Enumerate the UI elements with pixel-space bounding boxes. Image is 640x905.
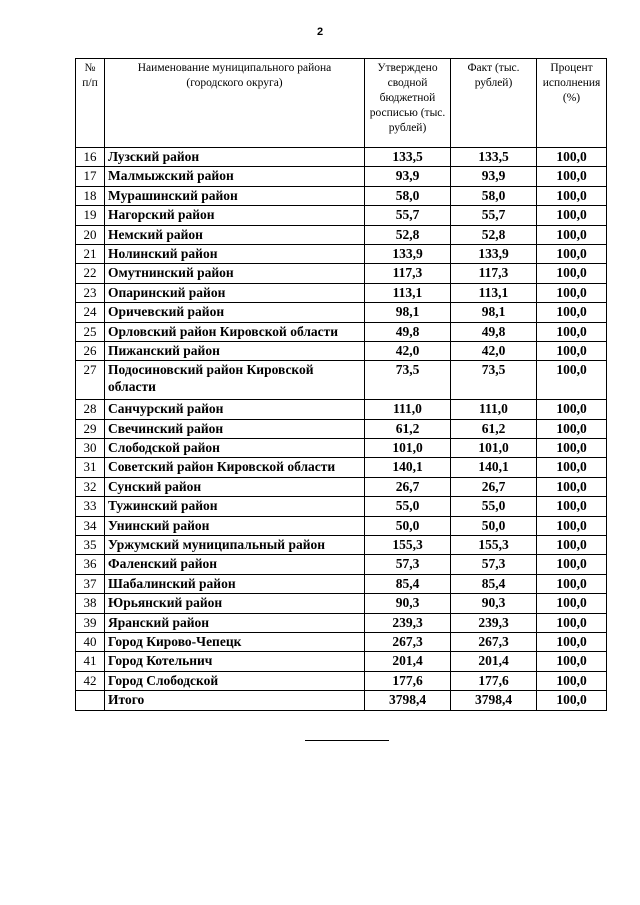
budget-table xyxy=(75,58,607,711)
cell-fact: 52,8 xyxy=(451,225,537,244)
cell-approved: 58,0 xyxy=(365,186,451,205)
total-cell-num xyxy=(76,691,105,710)
cell-approved: 140,1 xyxy=(365,458,451,477)
cell-name: Советский район Кировской области xyxy=(105,458,365,477)
table-row xyxy=(76,652,607,671)
cell-percent: 100,0 xyxy=(537,613,607,632)
cell-name: Нолинский район xyxy=(105,244,365,263)
cell-fact: 155,3 xyxy=(451,536,537,555)
cell-name: Санчурский район xyxy=(105,400,365,419)
cell-fact: 42,0 xyxy=(451,341,537,360)
cell-num: 33 xyxy=(76,497,105,516)
cell-percent: 100,0 xyxy=(537,632,607,651)
table-row xyxy=(76,264,607,283)
cell-num: 22 xyxy=(76,264,105,283)
cell-num: 32 xyxy=(76,477,105,496)
table-row xyxy=(76,283,607,302)
cell-approved: 61,2 xyxy=(365,419,451,438)
cell-num: 29 xyxy=(76,419,105,438)
cell-percent: 100,0 xyxy=(537,536,607,555)
cell-percent: 100,0 xyxy=(537,516,607,535)
cell-name: Фаленский район xyxy=(105,555,365,574)
cell-percent: 100,0 xyxy=(537,225,607,244)
table-row xyxy=(76,477,607,496)
page-number: 2 xyxy=(316,26,324,38)
cell-num: 17 xyxy=(76,167,105,186)
cell-approved: 98,1 xyxy=(365,303,451,322)
cell-percent: 100,0 xyxy=(537,419,607,438)
table-row xyxy=(76,341,607,360)
table-row xyxy=(76,516,607,535)
cell-percent: 100,0 xyxy=(537,167,607,186)
cell-fact: 117,3 xyxy=(451,264,537,283)
cell-percent: 100,0 xyxy=(537,341,607,360)
table-row xyxy=(76,632,607,651)
cell-fact: 50,0 xyxy=(451,516,537,535)
cell-name: Опаринский район xyxy=(105,283,365,302)
table-row xyxy=(76,186,607,205)
cell-num: 20 xyxy=(76,225,105,244)
cell-approved: 101,0 xyxy=(365,439,451,458)
cell-name: Орловский район Кировской области xyxy=(105,322,365,341)
cell-name: Мурашинский район xyxy=(105,186,365,205)
cell-approved: 113,1 xyxy=(365,283,451,302)
table-row xyxy=(76,244,607,263)
cell-approved: 73,5 xyxy=(365,361,451,400)
table-row xyxy=(76,361,607,400)
cell-fact: 177,6 xyxy=(451,671,537,690)
cell-num: 41 xyxy=(76,652,105,671)
cell-percent: 100,0 xyxy=(537,439,607,458)
cell-approved: 133,9 xyxy=(365,244,451,263)
header-fact: Факт (тыс. рублей) xyxy=(451,59,537,148)
cell-percent: 100,0 xyxy=(537,671,607,690)
cell-fact: 113,1 xyxy=(451,283,537,302)
cell-approved: 50,0 xyxy=(365,516,451,535)
cell-percent: 100,0 xyxy=(537,574,607,593)
cell-percent: 100,0 xyxy=(537,244,607,263)
cell-percent: 100,0 xyxy=(537,303,607,322)
cell-approved: 42,0 xyxy=(365,341,451,360)
cell-percent: 100,0 xyxy=(537,555,607,574)
cell-name: Нагорский район xyxy=(105,206,365,225)
cell-num: 27 xyxy=(76,361,105,400)
cell-name: Унинский район xyxy=(105,516,365,535)
total-cell-approved: 3798,4 xyxy=(365,691,451,710)
table-row xyxy=(76,322,607,341)
cell-approved: 55,7 xyxy=(365,206,451,225)
cell-percent: 100,0 xyxy=(537,361,607,400)
cell-fact: 201,4 xyxy=(451,652,537,671)
table-row xyxy=(76,206,607,225)
table-row xyxy=(76,439,607,458)
cell-fact: 55,7 xyxy=(451,206,537,225)
cell-fact: 26,7 xyxy=(451,477,537,496)
table-row xyxy=(76,671,607,690)
cell-fact: 73,5 xyxy=(451,361,537,400)
cell-percent: 100,0 xyxy=(537,458,607,477)
cell-name: Свечинский район xyxy=(105,419,365,438)
cell-approved: 55,0 xyxy=(365,497,451,516)
cell-fact: 90,3 xyxy=(451,594,537,613)
cell-name: Малмыжский район xyxy=(105,167,365,186)
cell-percent: 100,0 xyxy=(537,264,607,283)
total-cell-percent: 100,0 xyxy=(537,691,607,710)
table-row xyxy=(76,400,607,419)
cell-num: 42 xyxy=(76,671,105,690)
cell-num: 21 xyxy=(76,244,105,263)
cell-num: 24 xyxy=(76,303,105,322)
cell-fact: 93,9 xyxy=(451,167,537,186)
cell-percent: 100,0 xyxy=(537,594,607,613)
cell-name: Слободской район xyxy=(105,439,365,458)
cell-name: Город Кирово-Чепецк xyxy=(105,632,365,651)
cell-name: Тужинский район xyxy=(105,497,365,516)
cell-num: 31 xyxy=(76,458,105,477)
cell-num: 26 xyxy=(76,341,105,360)
cell-fact: 239,3 xyxy=(451,613,537,632)
table-row xyxy=(76,594,607,613)
cell-percent: 100,0 xyxy=(537,477,607,496)
table-row xyxy=(76,536,607,555)
cell-fact: 57,3 xyxy=(451,555,537,574)
cell-approved: 133,5 xyxy=(365,148,451,167)
cell-num: 37 xyxy=(76,574,105,593)
cell-approved: 155,3 xyxy=(365,536,451,555)
cell-approved: 267,3 xyxy=(365,632,451,651)
cell-approved: 201,4 xyxy=(365,652,451,671)
cell-name: Подосиновский район Кировской области xyxy=(105,361,365,400)
header-name: Наименование муниципального района (городского округа) xyxy=(105,59,365,148)
table-header-row xyxy=(76,59,607,148)
cell-num: 28 xyxy=(76,400,105,419)
header-num: № п/п xyxy=(76,59,105,148)
cell-name: Шабалинский район xyxy=(105,574,365,593)
cell-fact: 267,3 xyxy=(451,632,537,651)
cell-num: 40 xyxy=(76,632,105,651)
cell-num: 35 xyxy=(76,536,105,555)
total-cell-fact: 3798,4 xyxy=(451,691,537,710)
cell-approved: 93,9 xyxy=(365,167,451,186)
cell-approved: 239,3 xyxy=(365,613,451,632)
cell-percent: 100,0 xyxy=(537,283,607,302)
cell-name: Сунский район xyxy=(105,477,365,496)
table-row xyxy=(76,303,607,322)
cell-approved: 111,0 xyxy=(365,400,451,419)
cell-num: 30 xyxy=(76,439,105,458)
cell-approved: 49,8 xyxy=(365,322,451,341)
cell-num: 39 xyxy=(76,613,105,632)
cell-percent: 100,0 xyxy=(537,400,607,419)
cell-name: Город Слободской xyxy=(105,671,365,690)
cell-name: Немский район xyxy=(105,225,365,244)
cell-num: 16 xyxy=(76,148,105,167)
table-row xyxy=(76,497,607,516)
cell-percent: 100,0 xyxy=(537,652,607,671)
cell-fact: 111,0 xyxy=(451,400,537,419)
total-cell-name: Итого xyxy=(105,691,365,710)
cell-percent: 100,0 xyxy=(537,186,607,205)
total-row xyxy=(76,691,607,710)
cell-fact: 61,2 xyxy=(451,419,537,438)
cell-num: 23 xyxy=(76,283,105,302)
cell-name: Город Котельнич xyxy=(105,652,365,671)
table-row xyxy=(76,555,607,574)
cell-name: Пижанский район xyxy=(105,341,365,360)
cell-fact: 133,9 xyxy=(451,244,537,263)
cell-fact: 133,5 xyxy=(451,148,537,167)
cell-fact: 58,0 xyxy=(451,186,537,205)
cell-num: 34 xyxy=(76,516,105,535)
table-body xyxy=(76,148,607,711)
cell-num: 19 xyxy=(76,206,105,225)
cell-approved: 85,4 xyxy=(365,574,451,593)
cell-approved: 117,3 xyxy=(365,264,451,283)
cell-percent: 100,0 xyxy=(537,497,607,516)
table-row xyxy=(76,613,607,632)
cell-num: 25 xyxy=(76,322,105,341)
table-row xyxy=(76,458,607,477)
cell-fact: 140,1 xyxy=(451,458,537,477)
cell-fact: 55,0 xyxy=(451,497,537,516)
cell-approved: 57,3 xyxy=(365,555,451,574)
table-row xyxy=(76,167,607,186)
cell-approved: 90,3 xyxy=(365,594,451,613)
cell-percent: 100,0 xyxy=(537,322,607,341)
cell-approved: 177,6 xyxy=(365,671,451,690)
cell-fact: 85,4 xyxy=(451,574,537,593)
cell-name: Яранский район xyxy=(105,613,365,632)
cell-name: Уржумский муниципальный район xyxy=(105,536,365,555)
cell-fact: 49,8 xyxy=(451,322,537,341)
table-row xyxy=(76,148,607,167)
table-row xyxy=(76,419,607,438)
footer-divider xyxy=(305,740,389,741)
cell-name: Омутнинский район xyxy=(105,264,365,283)
cell-name: Оричевский район xyxy=(105,303,365,322)
cell-num: 18 xyxy=(76,186,105,205)
cell-approved: 26,7 xyxy=(365,477,451,496)
cell-num: 38 xyxy=(76,594,105,613)
cell-percent: 100,0 xyxy=(537,206,607,225)
cell-fact: 101,0 xyxy=(451,439,537,458)
header-percent: Процент исполнения (%) xyxy=(537,59,607,148)
cell-percent: 100,0 xyxy=(537,148,607,167)
cell-name: Юрьянский район xyxy=(105,594,365,613)
cell-fact: 98,1 xyxy=(451,303,537,322)
cell-name: Лузский район xyxy=(105,148,365,167)
header-approved: Утверждено сводной бюджетной росписью (тыс. рублей) xyxy=(365,59,451,148)
cell-num: 36 xyxy=(76,555,105,574)
table-row xyxy=(76,574,607,593)
table-row xyxy=(76,225,607,244)
cell-approved: 52,8 xyxy=(365,225,451,244)
